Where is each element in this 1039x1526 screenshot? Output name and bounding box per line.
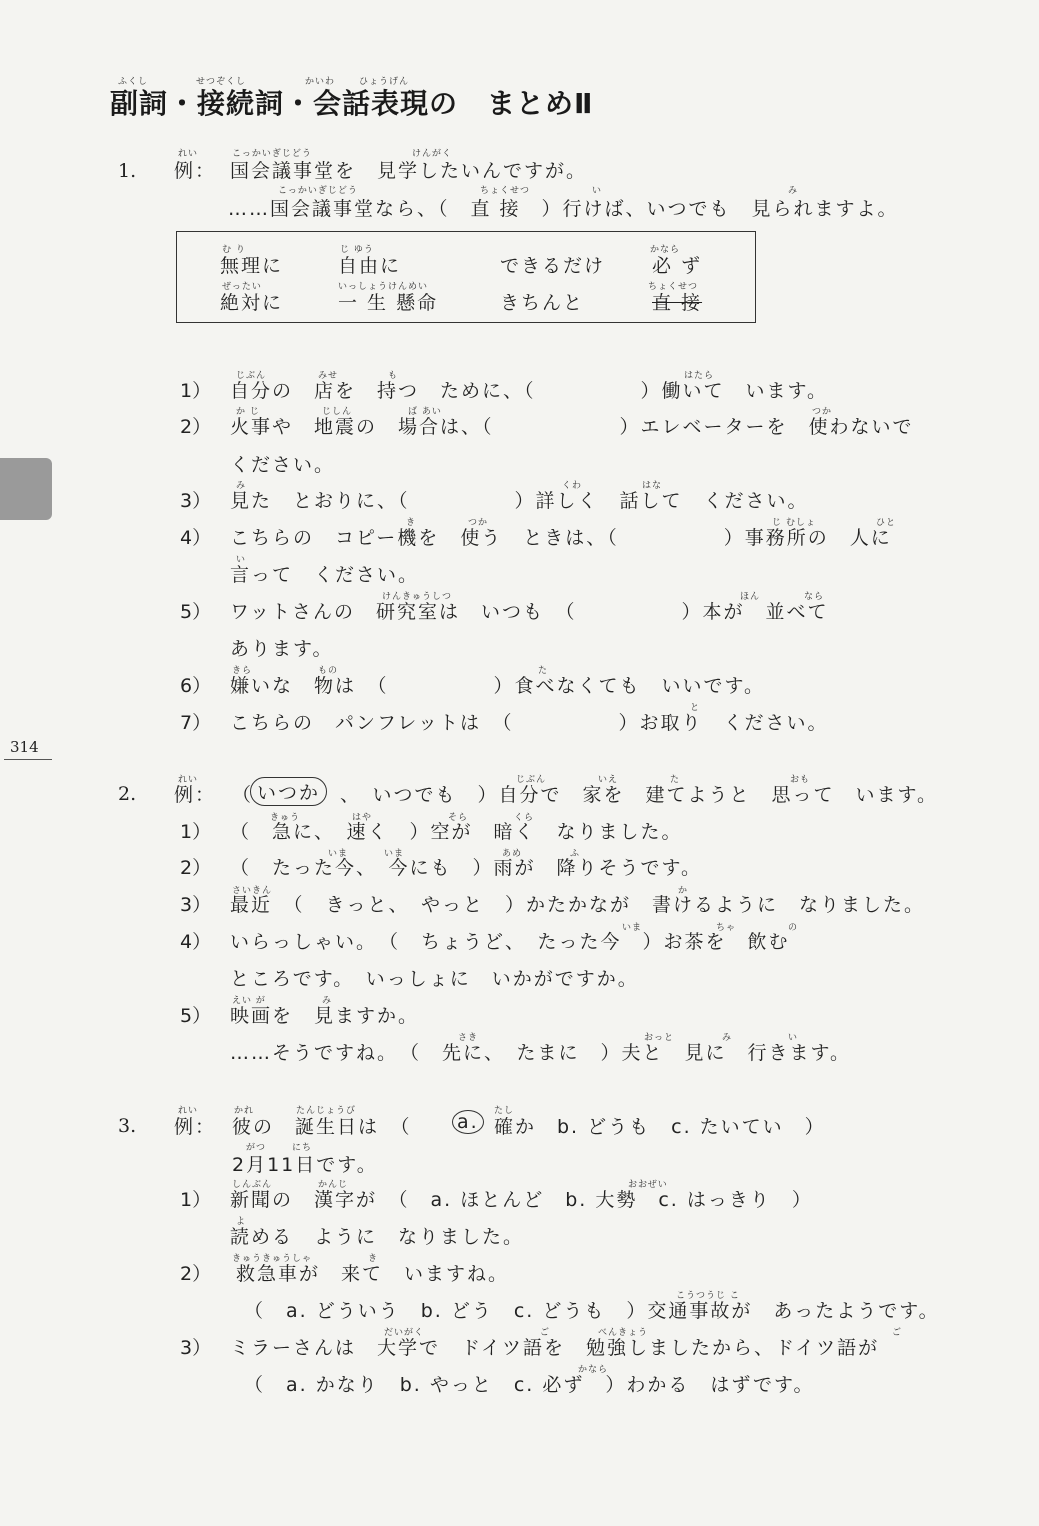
page-title: 副詞・接続詞・会話表現の まとめⅡ [110, 87, 594, 120]
furigana: た [538, 666, 549, 676]
furigana: れい [178, 775, 199, 785]
box-word: 一 生 懸命 [338, 292, 439, 314]
furigana: はや [352, 813, 373, 823]
section1-number: 1. [118, 160, 137, 182]
item-text: 最近 （ きっと、 やっと ）かたかなが 書けるように なりました。 [230, 894, 926, 916]
furigana: ば あい [408, 407, 442, 417]
furigana: きゅうきゅうしゃ [232, 1254, 313, 1264]
furigana: ひと [876, 518, 897, 528]
section2-number: 2. [118, 783, 137, 805]
furigana: た [670, 775, 681, 785]
furigana: そら [448, 813, 469, 823]
furigana: じぶん [516, 775, 547, 785]
ruby-kokkai: こっかいぎじどう [232, 149, 312, 159]
furigana: ほん [740, 592, 761, 602]
furigana: れい [178, 1106, 199, 1116]
furigana: いま [384, 849, 405, 859]
furigana: はな [642, 481, 663, 491]
ruby-chokusetsu: ちょくせつ [480, 186, 531, 196]
furigana: こうつうじ こ [676, 1291, 740, 1301]
section3-example-line2: 2月11日です。 [232, 1154, 378, 1176]
furigana: もの [318, 666, 339, 676]
item-text: 嫌いな 物は （ ）食べなくても いいです。 [230, 675, 765, 697]
ruby-mi: み [788, 186, 799, 196]
item-number: 6） [180, 675, 212, 697]
item-text: ミラーさんは 大学で ドイツ語を 勉強しましたから、ドイツ語が [230, 1337, 880, 1359]
furigana: おっと [644, 1033, 675, 1043]
furigana: き [368, 1254, 379, 1264]
section3-example-pre: 彼の 誕生日は （ [232, 1116, 433, 1138]
item-number: 2） [180, 416, 212, 438]
item-text: 火事や 地震の 場合は、（ ）エレベーターを 使わないで [230, 416, 914, 438]
chapter-tab [0, 458, 52, 520]
item-number: 1） [180, 380, 212, 402]
item-text: 自分の 店を 持つ ために、（ ）働いて います。 [230, 380, 828, 402]
circled-answer: いつか [250, 777, 327, 806]
furigana: じ むしょ [772, 518, 816, 528]
furigana: たし [494, 1106, 515, 1116]
box-word: 自由に [338, 255, 402, 277]
furigana: いえ [598, 775, 619, 785]
furigana: きゅう [270, 813, 301, 823]
item-number: 3） [180, 490, 212, 512]
furigana: つか [812, 407, 833, 417]
furigana: みせ [318, 371, 339, 381]
item-number: 4） [180, 527, 212, 549]
furigana: み [322, 996, 333, 1006]
furigana: と [690, 703, 701, 713]
furigana: くら [514, 813, 535, 823]
furigana: かなら [578, 1365, 609, 1375]
box-ruby: む り [222, 245, 246, 255]
furigana: つか [468, 518, 489, 528]
item-number: 5） [180, 1005, 212, 1027]
furigana: かんじ [318, 1180, 349, 1190]
furigana: ご [540, 1328, 551, 1338]
section3-example-choice [452, 1110, 484, 1134]
item-text: （ たった今、 今にも ）雨が 降りそうです。 [230, 857, 702, 879]
furigana: べんきょう [598, 1328, 649, 1338]
furigana: いま [328, 849, 349, 859]
furigana: がつ [246, 1143, 267, 1153]
furigana: おおぜい [628, 1180, 668, 1190]
box-ruby: ちょくせつ [648, 282, 699, 292]
item-text: （ a. かなり b. やっと c. 必ず ）わかる はずです。 [244, 1374, 815, 1396]
section3-example-post: 確か b. どうも c. たいてい ） [494, 1116, 826, 1138]
furigana: かれ [234, 1106, 255, 1116]
furigana: み [236, 481, 247, 491]
section3-number: 3. [118, 1115, 137, 1137]
ruby-i: い [592, 186, 603, 196]
furigana: ご [892, 1328, 903, 1338]
item-number: 3） [180, 1337, 212, 1359]
furigana: も [388, 371, 399, 381]
furigana: か [678, 886, 689, 896]
furigana: さき [458, 1033, 479, 1043]
circled-answer: a. [452, 1110, 484, 1134]
furigana: ふ [570, 849, 581, 859]
section1-example-answer: ……国会議事堂なら、（ 直 接 ）行けば、いつでも 見られますよ。 [228, 198, 899, 220]
item-number: 1） [180, 821, 212, 843]
ruby-kengaku: けんがく [412, 149, 453, 159]
section2-example-open: （ [232, 784, 254, 806]
item-text: 言って ください。 [230, 564, 420, 586]
item-number: 3） [180, 894, 212, 916]
item-text: ところです。 いっしょに いかがですか。 [230, 968, 639, 990]
section2-example-rest: 、 いつでも ）自分で 家を 建てようと 思って います。 [340, 784, 938, 806]
furigana: あめ [502, 849, 523, 859]
furigana: きら [232, 666, 253, 676]
furigana: くわ [562, 481, 583, 491]
title-ruby-hyougen: ひょうげん [359, 77, 410, 87]
box-word: 必 ず [652, 255, 703, 277]
ruby-rei: れい [178, 149, 199, 159]
item-text: ワットさんの 研究室は いつも （ ）本が 並べて [230, 601, 829, 623]
item-number: 2） [180, 1263, 212, 1285]
section2-example-label: 例： [174, 784, 217, 806]
furigana: ちゃ [716, 923, 737, 933]
box-ruby: ぜったい [222, 282, 262, 292]
page-number: 314 [10, 738, 39, 756]
furigana: い [236, 555, 247, 565]
item-number: 5） [180, 601, 212, 623]
box-word: 無理に [220, 255, 284, 277]
section3-example-label: 例： [174, 1116, 217, 1138]
item-text: あります。 [230, 638, 334, 660]
ruby-kokkai-2: こっかいぎじどう [278, 186, 358, 196]
furigana: けんきゅうしつ [382, 592, 453, 602]
title-ruby-fukushi: ふくし [118, 77, 149, 87]
furigana: よ [236, 1217, 247, 1227]
item-text: 映画を 見ますか。 [230, 1005, 420, 1027]
furigana: はたら [684, 371, 715, 381]
furigana: み [722, 1033, 733, 1043]
item-text: （ 急に、 速く ）空が 暗く なりました。 [230, 821, 683, 843]
furigana: しんぶん [232, 1180, 273, 1190]
furigana: いま [622, 923, 643, 933]
item-number: 1） [180, 1189, 212, 1211]
item-number: 2） [180, 857, 212, 879]
item-text: （ a. どういう b. どう c. どうも ）交通事故が あったようです。 [244, 1300, 940, 1322]
item-text: ……そうですね。 （ 先に、 たまに ）夫と 見に 行きます。 [230, 1042, 851, 1064]
title-ruby-setsuzokushi: せつぞくし [196, 77, 247, 87]
section1-example-question: 国会議事堂を 見学したいんですが。 [230, 160, 588, 182]
furigana: なら [804, 592, 825, 602]
title-ruby-kaiwa: かいわ [305, 77, 336, 87]
box-ruby: いっしょうけんめい [338, 282, 429, 292]
box-ruby: じ ゆう [340, 245, 374, 255]
furigana: にち [292, 1143, 313, 1153]
box-word-used: 直 接 [652, 292, 703, 314]
box-word: できるだけ [500, 255, 606, 277]
furigana: の [788, 923, 799, 933]
furigana: だいがく [384, 1328, 425, 1338]
page-number-rule [4, 759, 52, 760]
furigana: たんじょうび [296, 1106, 357, 1116]
furigana: い [788, 1033, 799, 1043]
section2-example-choice [250, 777, 327, 806]
box-ruby: かなら [650, 245, 681, 255]
item-text: こちらの コピー機を 使う ときは、（ ）事務所の 人に [230, 527, 892, 549]
furigana: じぶん [236, 371, 267, 381]
item-number: 7） [180, 712, 212, 734]
furigana: さいきん [232, 886, 273, 896]
furigana: じしん [322, 407, 353, 417]
section1-example-label: 例： [174, 160, 217, 182]
furigana: き [406, 518, 417, 528]
item-text: いらっしゃい。 （ ちょうど、 たった今 ）お茶を 飲む [230, 931, 790, 953]
furigana: か じ [236, 407, 260, 417]
item-number: 4） [180, 931, 212, 953]
furigana: おも [790, 775, 811, 785]
item-text: こちらの パンフレットは （ ）お取り ください。 [230, 712, 829, 734]
furigana: えい が [232, 996, 266, 1006]
item-text: ください。 [230, 454, 336, 476]
item-text: 読める ように なりました。 [230, 1226, 525, 1248]
box-word: きちんと [500, 292, 585, 314]
item-text: 新聞の 漢字が （ a. ほとんど b. 大勢 c. はっきり ） [230, 1189, 813, 1211]
item-text: 見た とおりに、（ ）詳しく 話して ください。 [230, 490, 809, 512]
item-text: 救急車が 来て いますね。 [236, 1263, 510, 1285]
box-word: 絶対に [220, 292, 284, 314]
